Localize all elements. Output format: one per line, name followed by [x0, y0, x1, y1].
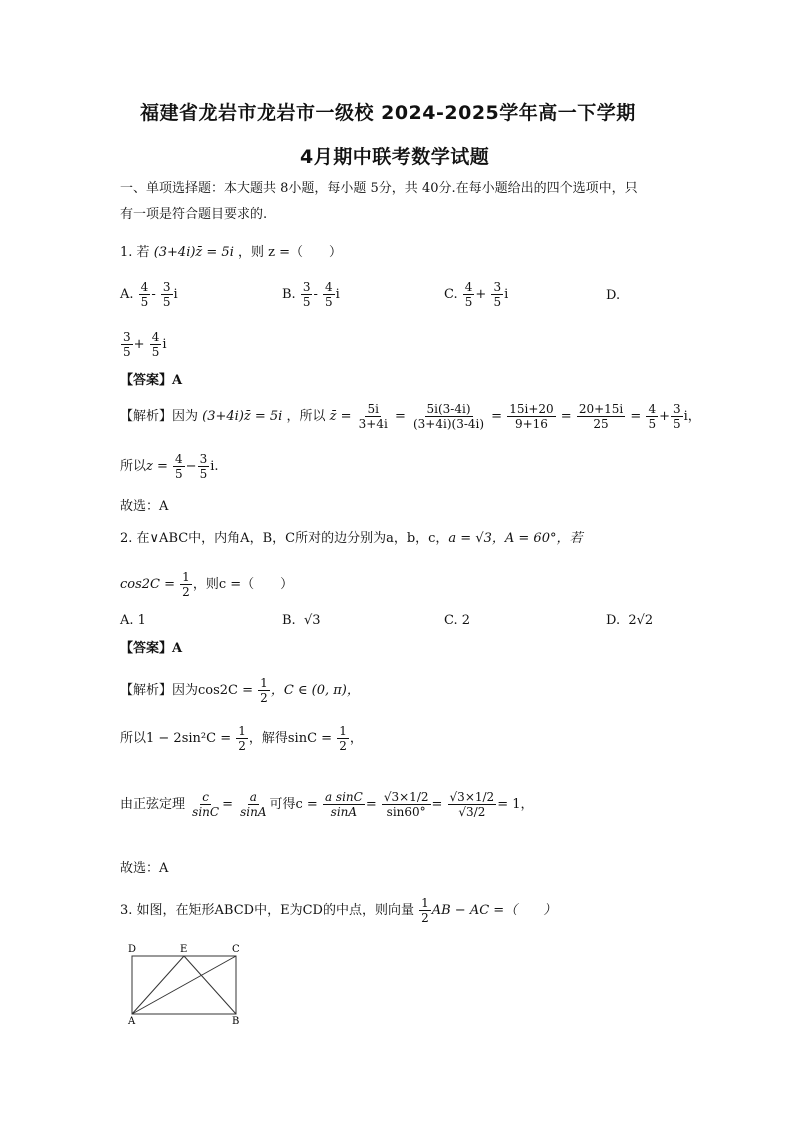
label-a: A — [128, 1016, 136, 1026]
q1-option-d: D. — [606, 288, 621, 303]
fraction: $\frac{4}{5}$ — [464, 280, 473, 309]
q1-option-d-value: $\frac{3}{5}$ + $\frac{4}{5}$ i — [123, 330, 167, 359]
fraction: $\frac{3}{5}$ — [493, 280, 502, 309]
label-d: D — [128, 944, 137, 955]
section-header-line1: 一、单项选择题：本大题共 8小题，每小题 5分，共 40分.在每小题给出的四个选项中，只 — [120, 181, 638, 196]
segment-ac — [132, 956, 236, 1014]
fraction: $\frac{4}{5}$ — [151, 330, 160, 359]
q2-solution-line3: 由正弦定理 $\frac{c}{\sin C}$ = $\frac{a}{\sin A}$ 可得c = $\frac{\text{a sinC}}{\sin A}$ = $\frac{√3\times 1/2}{\sin 60^\circ}$ = $\frac{√3\times 1/2}{√3/2}$ = 1， — [120, 790, 534, 819]
option-label: B. — [282, 287, 296, 302]
label-e: E — [180, 944, 188, 955]
segment-ae — [132, 956, 184, 1014]
q1-stem — [120, 244, 342, 262]
fraction: $\frac{4}{5}$ — [325, 280, 333, 309]
q1-option-a: A. $\frac{4}{5}$ - $\frac{3}{5}$ i — [120, 280, 178, 309]
q2-option-c: C. 2 — [444, 613, 471, 628]
q2-stem-line2: cos2C = $\frac{1}{2}$ ，则c =（ ） — [120, 570, 294, 599]
fraction: $\frac{3}{5}$ — [302, 280, 311, 309]
q1-option-b: B. $\frac{3}{5}$ - $\frac{4}{5}$ i — [282, 280, 340, 309]
rectangle-figure — [124, 940, 244, 1026]
q2-solution-line1: 【解析】因为cos2C = $\frac{1}{2}$ ，C ∈ (0, π)， — [120, 676, 360, 705]
option-label: A. — [120, 287, 134, 302]
option-label: C. — [444, 287, 458, 302]
label-b: B — [232, 1016, 240, 1026]
q2-stem: 2. 在∨ABC中，内角A，B，C所对的边分别为a，b，c，a = √3，A = 60°，若 — [120, 531, 583, 546]
q2-option-d: D. 2√2 — [606, 613, 654, 628]
q1-tail: ，则 z =（ ） — [238, 245, 343, 260]
section-header-line2: 有一项是符合题目要求的. — [120, 207, 268, 222]
fraction: $\frac{3}{5}$ — [123, 330, 131, 359]
q1-answer: 【答案】A — [120, 373, 183, 388]
q1-solution-line1: 【解析】因为 (3+4i)z̄ = 5i ，所以 z̄ = $\frac{5i}{3+4i}$ = $\frac{5i(3-4i)}{(3+4i)(3-4i)}$ = $\frac{15i+20}{9+16}$ = $\frac{20+15i}{25}$ = $\frac{4}{5}$ + $\frac{3}{5}$ i， — [120, 402, 701, 431]
q1-number: 1. 若 — [120, 245, 150, 260]
q3-stem: 3. 如图，在矩形ABCD中，E为CD的中点，则向量 $\frac{1}{2}$ AB − AC =（ ） — [120, 896, 557, 925]
segment-eb — [184, 956, 236, 1014]
q2-option-a: A. 1 — [120, 613, 146, 628]
q2-solution-line2: 所以1 − 2sin²C = $\frac{1}{2}$ ，解得sinC = $\frac{1}{2}$ ， — [120, 724, 363, 753]
q2-choice: 故选：A — [120, 861, 169, 876]
q1-choice: 故选：A — [120, 499, 169, 514]
q1-expression: (3+4i)z̄ = 5i — [153, 245, 234, 260]
q2-option-b: B. √3 — [282, 613, 321, 628]
label-c: C — [232, 944, 240, 955]
doc-title-line1: 福建省龙岩市龙岩市一级校 2024-2025学年高一下学期 — [140, 102, 636, 124]
fraction: $\frac{3}{5}$ — [162, 280, 171, 309]
q2-answer: 【答案】A — [120, 641, 183, 656]
fraction: $\frac{4}{5}$ — [140, 280, 149, 309]
doc-title-line2: 4月期中联考数学试题 — [300, 146, 490, 168]
q1-solution-line2: 所以z = $\frac{4}{5}$ − $\frac{3}{5}$ i. — [120, 452, 219, 481]
q1-option-c: C. $\frac{4}{5}$ + $\frac{3}{5}$ i — [444, 280, 509, 309]
